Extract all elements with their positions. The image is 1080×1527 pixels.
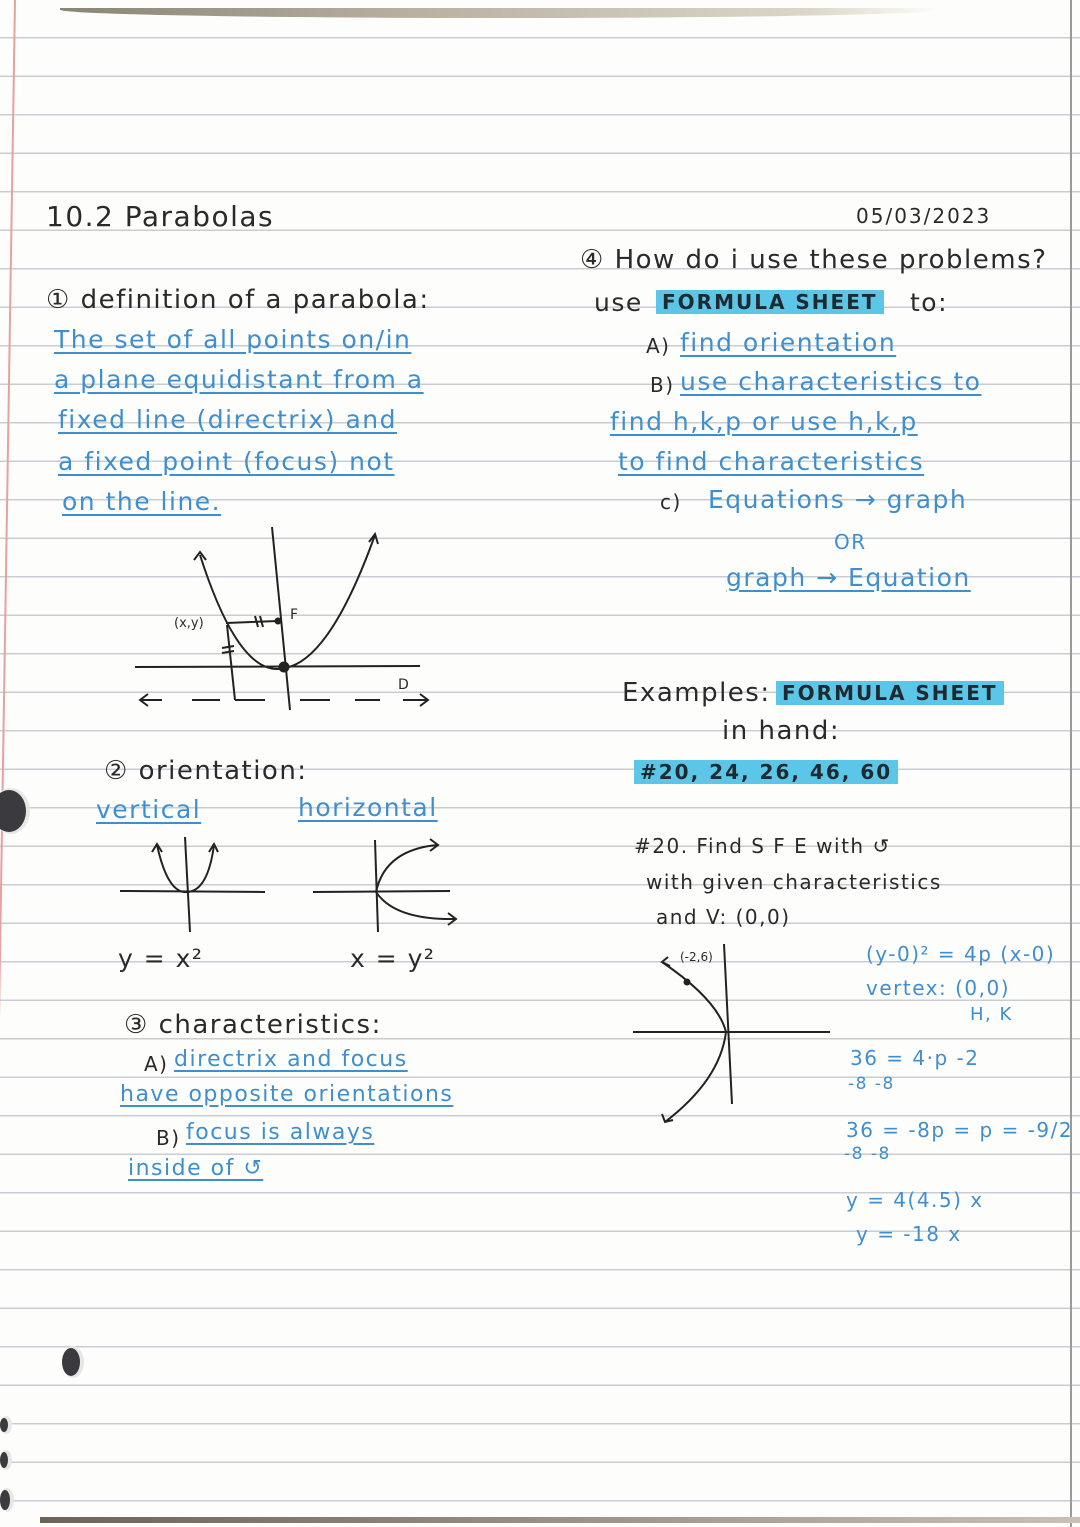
step-a-prefix: A) xyxy=(646,334,671,358)
problem20-line1: #20. Find S F E with ↺ xyxy=(634,834,891,858)
page-title: 10.2 Parabolas xyxy=(46,200,275,233)
char-a-line2: have opposite orientations xyxy=(120,1082,454,1107)
in-hand: in hand: xyxy=(722,716,841,746)
horizontal-equation: x = y² xyxy=(350,944,436,973)
date: 05/03/2023 xyxy=(856,204,992,228)
horizontal-label: horizontal xyxy=(298,793,438,822)
point-label: (x,y) xyxy=(174,616,204,631)
step-c-line1: Equations → graph xyxy=(708,485,968,514)
formula-sheet-highlight: FORMULA SHEET xyxy=(656,290,884,314)
step-b-line2: find h,k,p or use h,k,p xyxy=(610,407,918,436)
section3-heading: ③ characteristics: xyxy=(124,1010,382,1040)
step-a-text: find orientation xyxy=(680,328,897,357)
step-b-prefix: B) xyxy=(650,373,675,397)
examples-formula-sheet: FORMULA SHEET xyxy=(776,681,1004,705)
char-b-prefix: B) xyxy=(156,1126,181,1150)
vertical-equation: y = x² xyxy=(118,944,204,973)
use-prefix: use xyxy=(594,288,643,317)
focus-label: F xyxy=(290,607,300,623)
directrix-label: D xyxy=(398,677,411,693)
problem-list: #20, 24, 26, 46, 60 xyxy=(634,760,898,784)
step-c-or: OR xyxy=(834,530,867,554)
vertical-label: vertical xyxy=(96,795,202,824)
use-suffix: to: xyxy=(910,288,949,317)
problem20-line2: with given characteristics xyxy=(646,870,942,894)
section4-heading: ④ How do i use these problems? xyxy=(580,245,1048,275)
problem20-line3: and V: (0,0) xyxy=(656,905,791,929)
step-c-line2: graph → Equation xyxy=(726,563,971,592)
char-b-line2: inside of ↺ xyxy=(128,1156,264,1181)
step-b-line1: use characteristics to xyxy=(680,367,982,396)
char-a-prefix: A) xyxy=(144,1052,169,1076)
point-label: (-2,6) xyxy=(680,950,713,964)
step-b-line3: to find characteristics xyxy=(618,447,925,476)
section1-heading: ① definition of a parabola: xyxy=(46,285,430,315)
examples-label: Examples: xyxy=(622,678,771,708)
char-a-line1: directrix and focus xyxy=(174,1047,408,1072)
section2-heading: ② orientation: xyxy=(104,756,308,786)
step-c-prefix: c) xyxy=(660,490,682,514)
char-b-line1: focus is always xyxy=(186,1120,375,1145)
